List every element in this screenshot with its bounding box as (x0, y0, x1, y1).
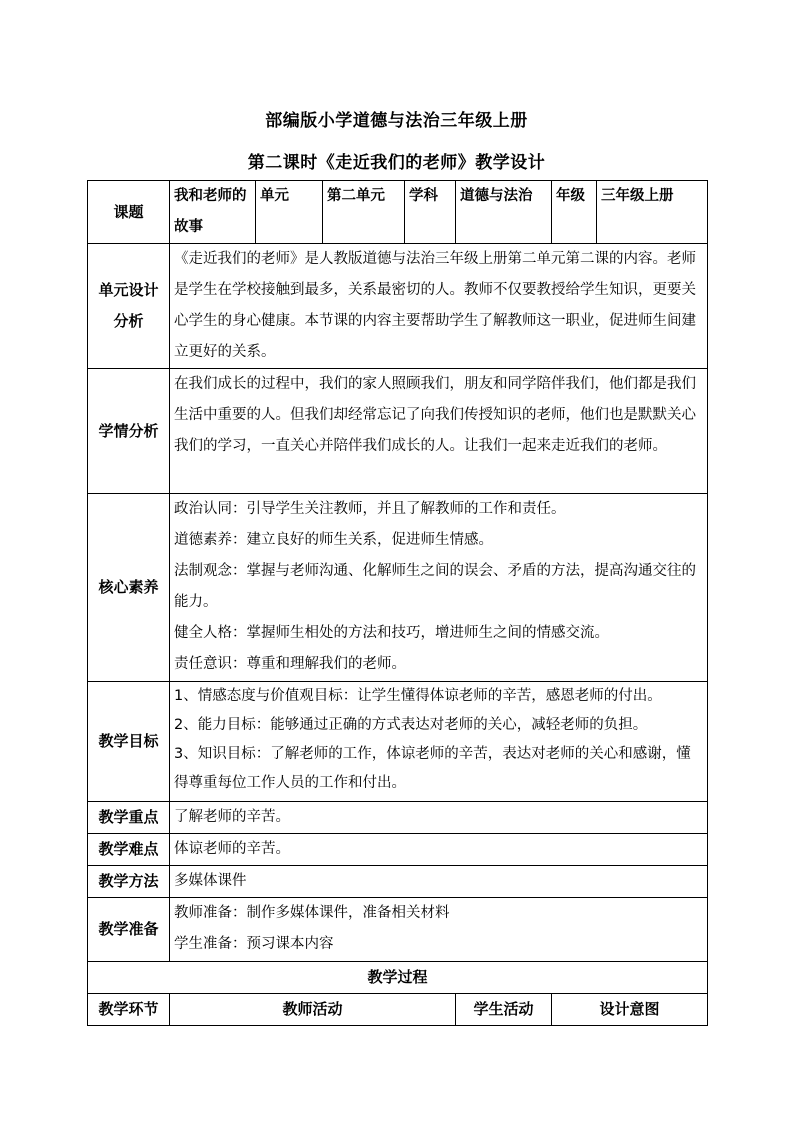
teaching-goals-label: 教学目标 (88, 682, 170, 802)
subject-label: 学科 (405, 181, 456, 244)
key-point-row (88, 802, 708, 834)
difficulty-text: 体谅老师的辛苦。 (170, 834, 708, 866)
teaching-goals-row (88, 682, 708, 802)
student-analysis-row (88, 369, 708, 494)
teaching-goal-item: 2、能力目标：能够通过正确的方式表达对老师的关心，减轻老师的负担。 (174, 717, 648, 733)
topic-label: 课题 (88, 181, 170, 244)
method-text: 多媒体课件 (170, 866, 708, 898)
preparation-content (170, 898, 708, 962)
process-header-row (88, 994, 708, 1026)
lesson-plan-table (87, 180, 708, 1026)
unit-value: 第二单元 (323, 181, 405, 244)
process-header-stage: 教学环节 (88, 994, 170, 1026)
difficulty-row (88, 834, 708, 866)
core-literacy-item: 法制观念：掌握与老师沟通、化解师生之间的误会、矛盾的方法，提高沟通交往的能力。 (174, 563, 696, 610)
teaching-goal-item: 1、情感态度与价值观目标：让学生懂得体谅老师的辛苦，感恩老师的付出。 (174, 688, 662, 704)
unit-analysis-label: 单元设计分析 (88, 244, 170, 369)
teaching-goal-item: 3、知识目标：了解老师的工作，体谅老师的辛苦，表达对老师的关心和感谢，懂得尊重每位工作人员的工作和付出。 (174, 746, 691, 791)
process-header-intent: 设计意图 (552, 994, 708, 1026)
difficulty-label: 教学难点 (88, 834, 170, 866)
core-literacy-row (88, 494, 708, 682)
core-literacy-label: 核心素养 (88, 494, 170, 682)
student-analysis-label: 学情分析 (88, 369, 170, 494)
unit-analysis-row (88, 244, 708, 369)
subject-value: 道德与法治 (456, 181, 552, 244)
student-analysis-text: 在我们成长的过程中，我们的家人照顾我们，朋友和同学陪伴我们，他们都是我们生活中重要的人。但我们却经常忘记了向我们传授知识的老师，他们也是默默关心我们的学习，一直关心并陪伴我们成长的人。让我们一起来走近我们的老师。 (170, 369, 708, 494)
core-literacy-content (170, 494, 708, 682)
grade-value: 三年级上册 (597, 181, 708, 244)
process-title: 教学过程 (88, 962, 708, 994)
method-label: 教学方法 (88, 866, 170, 898)
preparation-row (88, 898, 708, 962)
preparation-item: 学生准备：预习课本内容 (174, 936, 334, 952)
key-point-text: 了解老师的辛苦。 (170, 802, 708, 834)
unit-analysis-text: 《走近我们的老师》是人教版道德与法治三年级上册第二单元第二课的内容。老师是学生在学校接触到最多，关系最密切的人。教师不仅要教授给学生知识，更要关心学生的身心健康。本节课的内容主要帮助学生了解教师这一职业，促进师生间建立更好的关系。 (170, 244, 708, 369)
document-title: 部编版小学道德与法治三年级上册 (265, 111, 528, 131)
core-literacy-item: 政治认同：引导学生关注教师，并且了解教师的工作和责任。 (174, 501, 566, 517)
process-header-teacher: 教师活动 (170, 994, 456, 1026)
preparation-label: 教学准备 (88, 898, 170, 962)
process-header-student: 学生活动 (456, 994, 552, 1026)
info-row (88, 181, 708, 244)
method-row (88, 866, 708, 898)
core-literacy-item: 责任意识：尊重和理解我们的老师。 (174, 656, 406, 672)
document-subtitle: 第二课时《走近我们的老师》教学设计 (247, 153, 546, 173)
key-point-label: 教学重点 (88, 802, 170, 834)
process-title-row (88, 962, 708, 994)
teaching-goals-content (170, 682, 708, 802)
unit-label: 单元 (256, 181, 323, 244)
core-literacy-item: 健全人格：掌握师生相处的方法和技巧，增进师生之间的情感交流。 (174, 625, 609, 641)
grade-label: 年级 (552, 181, 597, 244)
topic-value: 我和老师的故事 (170, 181, 256, 244)
core-literacy-item: 道德素养：建立良好的师生关系，促进师生情感。 (174, 532, 493, 548)
preparation-item: 教师准备：制作多媒体课件，准备相关材料 (174, 905, 450, 921)
